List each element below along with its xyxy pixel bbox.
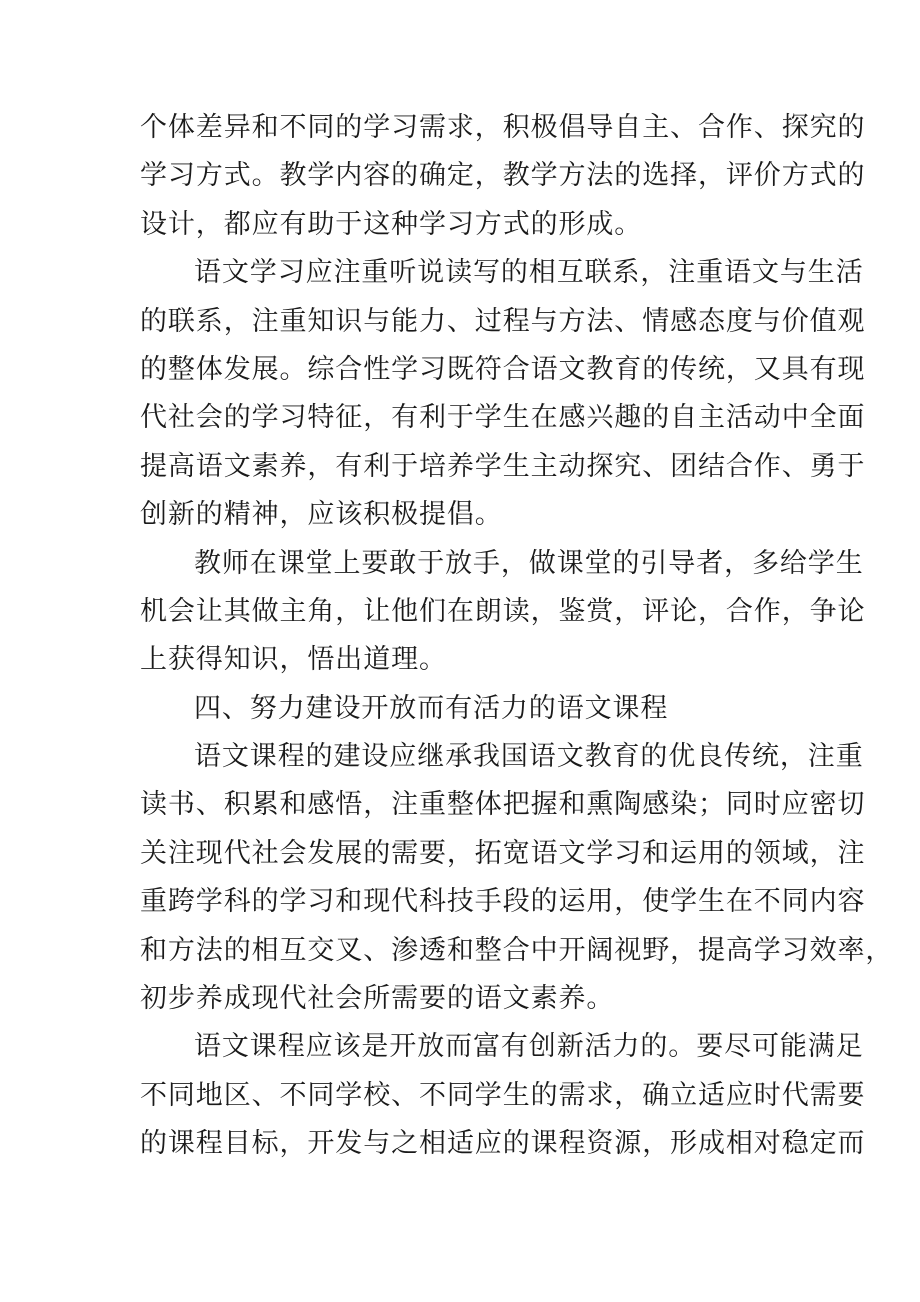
text-line: 学习方式。教学内容的确定，教学方法的选择，评价方式的	[140, 160, 866, 192]
text-line: 个体差异和不同的学习需求，积极倡导自主、合作、探究的	[140, 112, 866, 143]
text-line: 教师在课堂上要敢于放手，做课堂的引导者，多给学生	[194, 547, 864, 579]
text-line: 四、努力建设开放而有活力的语文课程	[194, 692, 669, 724]
text-line: 机会让其做主角，让他们在朗读，鉴赏，评论，合作，争论	[140, 595, 866, 627]
text-line: 语文课程应该是开放而富有创新活力的。要尽可能满足	[194, 1031, 864, 1063]
text-line: 创新的精神，应该积极提倡。	[140, 499, 503, 531]
text-line: 提高语文素养，有利于培养学生主动探究、团结合作、勇于	[140, 450, 866, 482]
text-line: 关注现代社会发展的需要，拓宽语文学习和运用的领域，注	[140, 837, 866, 869]
text-line: 初步养成现代社会所需要的语文素养。	[140, 983, 615, 1015]
text-line: 重跨学科的学习和现代科技手段的运用，使学生在不同内容	[140, 886, 866, 918]
text-line: 语文课程的建设应继承我国语文教育的优良传统，注重	[194, 741, 864, 773]
document-body	[140, 104, 894, 1169]
text-line: 的整体发展。综合性学习既符合语文教育的传统，又具有现	[140, 353, 866, 385]
text-line: 的课程目标，开发与之相适应的课程资源，形成相对稳定而	[140, 1128, 866, 1160]
text-line: 代社会的学习特征，有利于学生在感兴趣的自主活动中全面	[140, 402, 866, 434]
text-line: 设计，都应有助于这种学习方式的形成。	[140, 208, 643, 240]
text-line: 的联系，注重知识与能力、过程与方法、情感态度与价值观	[140, 305, 866, 337]
text-line: 不同地区、不同学校、不同学生的需求，确立适应时代需要	[140, 1079, 866, 1111]
text-line: 和方法的相互交叉、渗透和整合中开阔视野，提高学习效率，	[140, 934, 894, 966]
text-line: 读书、积累和感悟，注重整体把握和熏陶感染；同时应密切	[140, 789, 866, 821]
text-line: 语文学习应注重听说读写的相互联系，注重语文与生活	[194, 257, 864, 289]
text-line: 上获得知识，悟出道理。	[140, 644, 447, 676]
